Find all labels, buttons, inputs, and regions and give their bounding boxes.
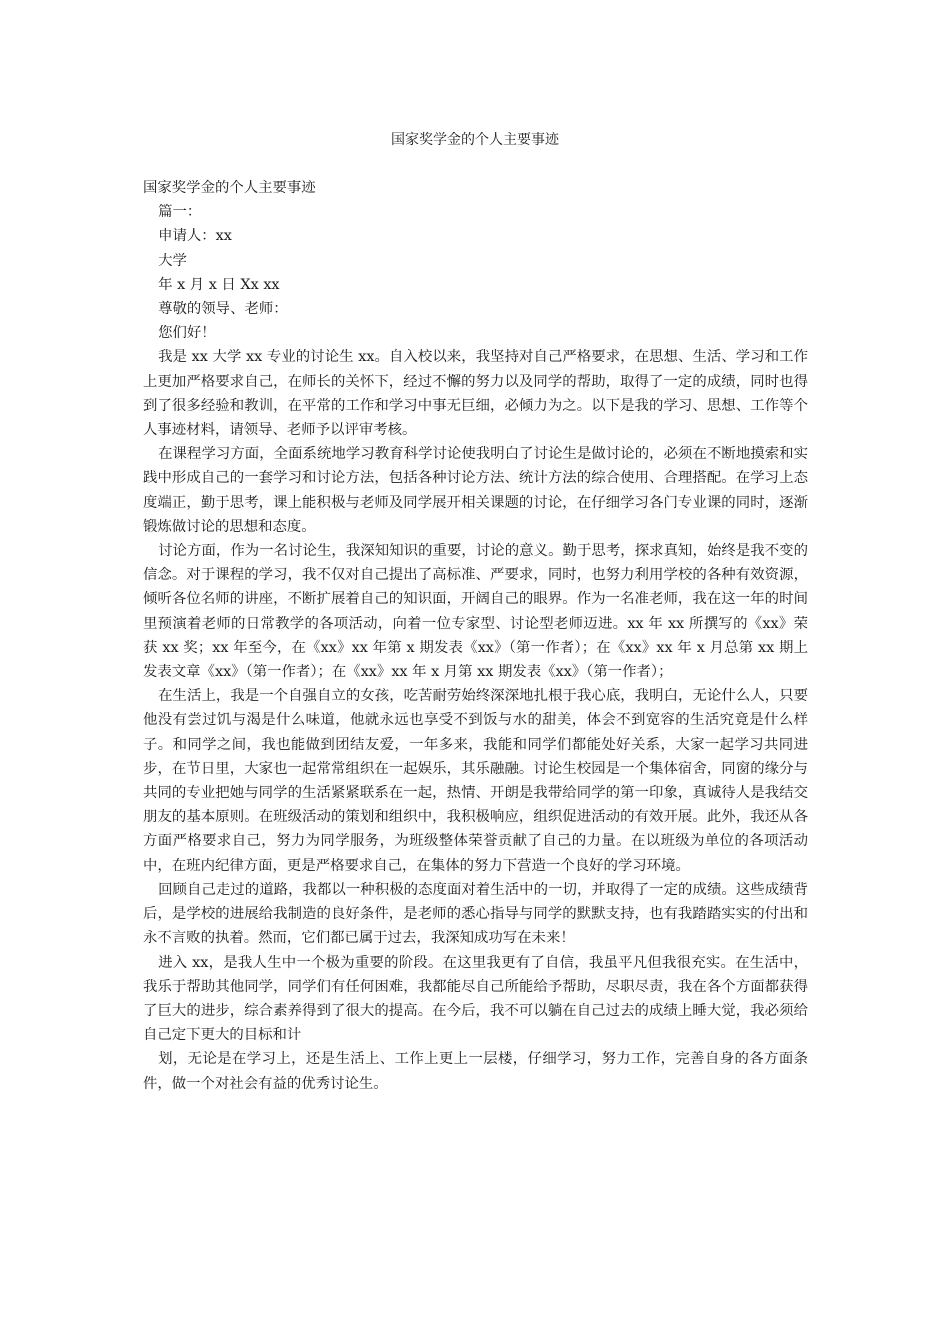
document-heading: 国家奖学金的个人主要事迹 [143,180,316,196]
paragraph-closing: 划，无论是在学习上，还是生活上、工作上更上一层楼，仔细学习，努力工作，完善自身的各方面条件，做一个对社会有益的优秀讨论生。 [143,1051,808,1092]
applicant-line: 申请人：xx [158,228,232,245]
paragraph-intro: 我是 xx 大学 xx 专业的讨论生 xx。自入校以来，我坚持对自己严格要求，在思想、生活、学习和工作上更加严格要求自己，在师长的关怀下，经过不懈的努力以及同学的帮助，取得了一定的成绩，同时也得到了很多经验和教训，在平常的工作和学习中事无巨细，必倾力为之。以下是我的学习、思想、工作等个人事迹材料，请领导、老师予以评审考核。 [143,349,808,439]
section-label: 篇一： [158,204,202,221]
paragraph-review: 回顾自己走过的道路，我都以一种积极的态度面对着生活中的一切，并取得了一定的成绩。这些成绩背后，是学校的进展给我制造的良好条件，是老师的悉心指导与同学的默默支持，也有我踏踏实实的付出和永不言败的执着。然而，它们都已属于过去，我深知成功写在未来！ [143,881,808,947]
paragraph-life: 在生活上，我是一个自强自立的女孩，吃苦耐劳始终深深地扎根于我心底，我明白，无论什么人，只要他没有尝过饥与渴是什么味道，他就永远也享受不到饭与水的甜美，体会不到宽容的生活究竟是什么样子。和同学之间，我也能做到团结友爱，一年多来，我能和同学们都能处好关系，大家一起学习共同进步，在节日里，大家也一起常常组织在一起娱乐，其乐融融。讨论生校园是一个集体宿舍，同窗的缘分与共同的专业把她与同学的生活紧紧联系在一起，热情、开朗是我带给同学的第一印象，真诚待人是我结交朋友的基本原则。在班级活动的策划和组织中，我积极响应，组织促进活动的有效开展。此外，我还从各方面严格要求自己，努力为同学服务，为班级整体荣誉贡献了自己的力量。在以班级为单位的各项活动中，在班内纪律方面，更是严格要求自己，在集体的努力下营造一个良好的学习环境。 [143,688,808,874]
date-line: 年 x 月 x 日 Xx xx [158,276,280,293]
salutation-line: 尊敬的领导、老师： [158,301,288,318]
paragraph-research: 讨论方面，作为一名讨论生，我深知知识的重要，讨论的意义。勤于思考，探求真知，始终是我不变的信念。对于课程的学习，我不仅对自己提出了高标准、严要求，同时，也努力利用学校的各种有效资源，倾听各位名师的讲座，不断扩展着自己的知识面，开阔自己的眼界。作为一名准老师，我在这一年的时间里预演着老师的日常教学的各项活动，向着一位专家型、讨论型老师迈进。xx 年 xx 所撰写的《xx》荣获 xx 奖；xx 年至今，在《xx》xx 年第 x 期发表《xx》（第一作者）；在《xx》xx 年 x 月总第 xx 期上发表文章《xx》（第一作者）；在《xx》xx 年 x 月第 xx 期发表《xx》（第一作者）； [143,543,808,681]
university-line: 大学 [158,252,187,269]
paragraph-future: 进入 xx，是我人生中一个极为重要的阶段。在这里我更有了自信，我虽平凡但我很充实。在生活中，我乐于帮助其他同学，同学们有任何困难，我都能尽自己所能给予帮助，尽职尽责，我在各个方面都获得了巨大的进步，综合素养得到了很大的提高。在今后，我不可以躺在自己过去的成绩上睡大觉，我必须给自己定下更大的目标和计 [143,954,808,1044]
greeting-line: 您们好！ [158,325,216,342]
paragraph-study: 在课程学习方面，全面系统地学习教育科学讨论使我明白了讨论生是做讨论的，必须在不断地摸索和实践中形成自己的一套学习和讨论方法，包括各种讨论方法、统计方法的综合使用、合理搭配。在学习上态度端正，勤于思考，课上能积极与老师及同学展开相关课题的讨论，在仔细学习各门专业课的同时，逐渐锻炼做讨论的思想和态度。 [143,446,808,535]
document-body [143,176,808,1096]
page-title: 国家奖学金的个人主要事迹 [391,132,559,148]
